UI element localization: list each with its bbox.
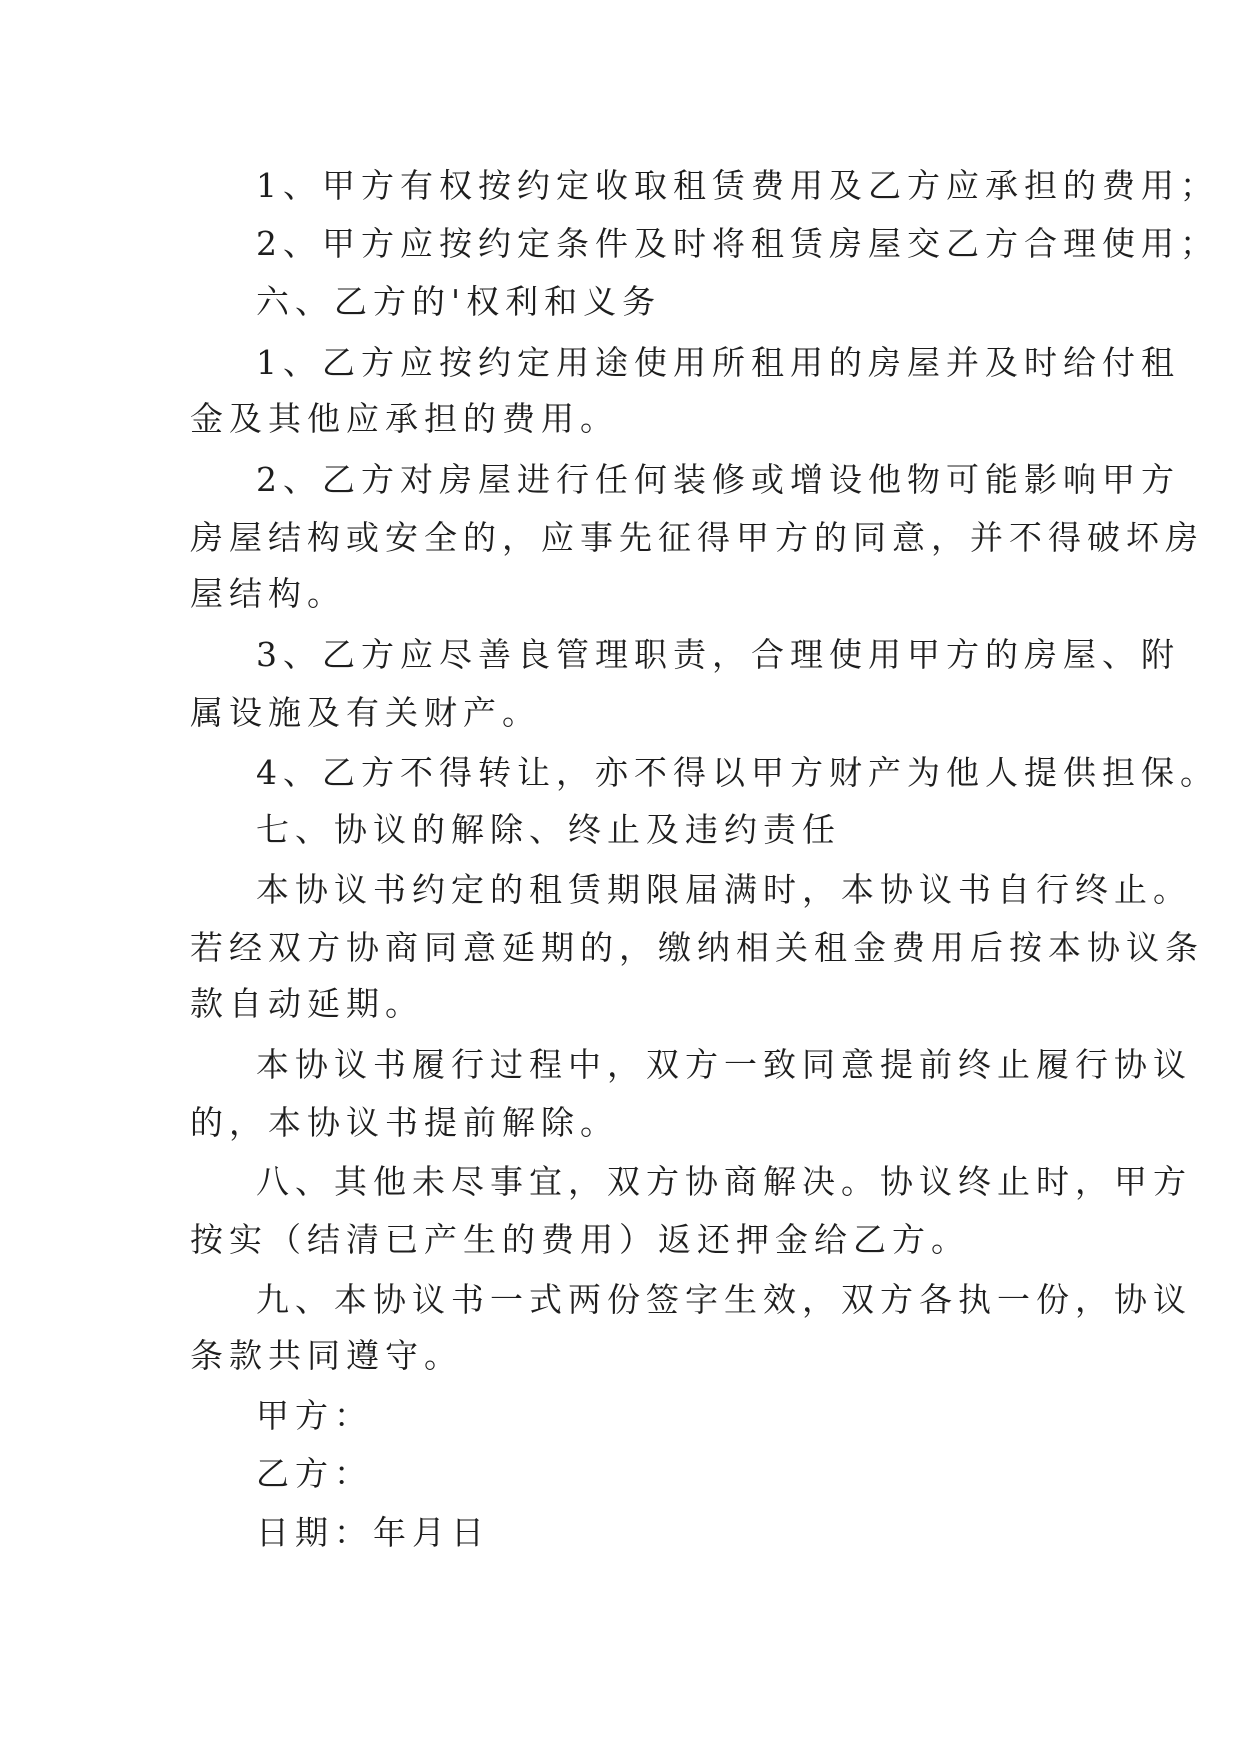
clause-6-2-line-1: 2、乙方对房屋进行任何装修或增设他物可能影响甲方 — [256, 460, 1180, 499]
clause-6-2-line-2: 房屋结构或安全的，应事先征得甲方的同意，并不得破坏房 — [190, 518, 1204, 557]
clause-6-4: 4、乙方不得转让，亦不得以甲方财产为他人提供担保。 — [256, 753, 1219, 792]
signature-date: 日期：年月日 — [256, 1513, 490, 1552]
signature-party-a: 甲方： — [256, 1396, 373, 1435]
clause-5-1: 1、甲方有权按约定收取租赁费用及乙方应承担的费用； — [256, 166, 1219, 205]
clause-6-1-line-2: 金及其他应承担的费用。 — [190, 399, 619, 438]
section-7-para-1-line-3: 款自动延期。 — [190, 984, 424, 1023]
signature-party-b: 乙方： — [256, 1454, 373, 1493]
section-9-line-2: 条款共同遵守。 — [190, 1336, 463, 1375]
section-8-line-1: 八、其他未尽事宜，双方协商解决。协议终止时，甲方 — [256, 1162, 1192, 1201]
section-7-para-2-line-2: 的，本协议书提前解除。 — [190, 1103, 619, 1142]
section-7-para-1-line-1: 本协议书约定的租赁期限届满时，本协议书自行终止。 — [256, 870, 1192, 909]
section-8-line-2: 按实（结清已产生的费用）返还押金给乙方。 — [190, 1220, 970, 1259]
section-7-para-2-line-1: 本协议书履行过程中，双方一致同意提前终止履行协议 — [256, 1045, 1192, 1084]
clause-6-2-line-3: 屋结构。 — [190, 574, 346, 613]
clause-6-1-line-1: 1、乙方应按约定用途使用所租用的房屋并及时给付租 — [256, 343, 1180, 382]
clause-6-3-line-2: 属设施及有关财产。 — [190, 693, 541, 732]
section-9-line-1: 九、本协议书一式两份签字生效，双方各执一份，协议 — [256, 1280, 1192, 1319]
clause-6-3-line-1: 3、乙方应尽善良管理职责，合理使用甲方的房屋、附 — [256, 635, 1180, 674]
section-7-para-1-line-2: 若经双方协商同意延期的，缴纳相关租金费用后按本协议条 — [190, 928, 1204, 967]
section-6-heading: 六、乙方的'权利和义务 — [256, 282, 662, 321]
section-7-heading: 七、协议的解除、终止及违约责任 — [256, 810, 841, 849]
clause-5-2: 2、甲方应按约定条件及时将租赁房屋交乙方合理使用； — [256, 224, 1219, 263]
